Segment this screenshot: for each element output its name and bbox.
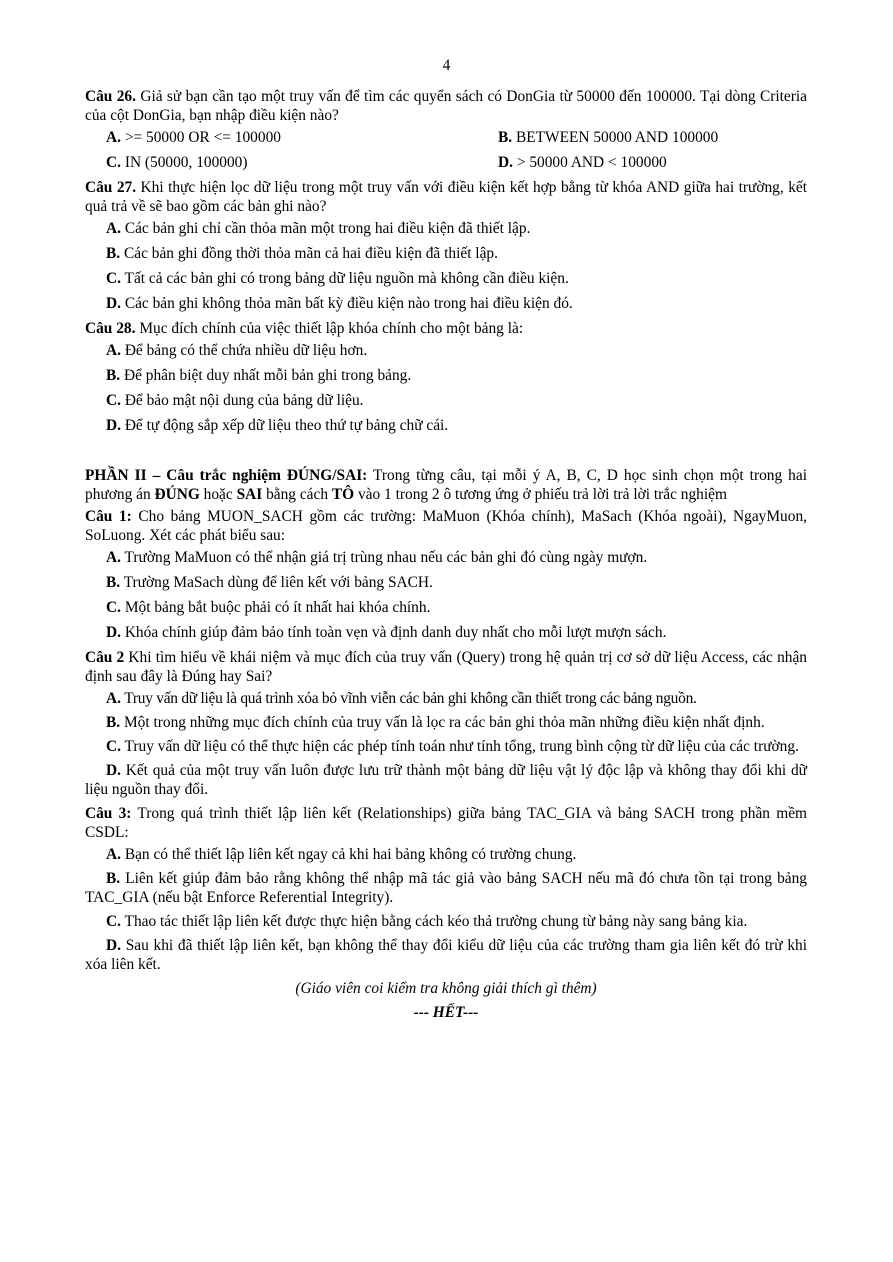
option-text: Bạn có thể thiết lập liên kết ngay cả khi hai bảng không có trường chung. (120, 846, 577, 863)
option-label: A. (106, 690, 121, 707)
option-label: B. (106, 367, 121, 384)
page-number: 4 (442, 57, 451, 74)
option-c (106, 269, 807, 288)
option-label: C. (106, 270, 121, 287)
question-27 (85, 178, 807, 313)
option-text: Để tự động sắp xếp dữ liệu theo thứ tự bảng chữ cái. (120, 417, 449, 434)
option-text: Để phân biệt duy nhất mỗi bản ghi trong bảng. (120, 367, 412, 384)
statement-c (106, 598, 807, 617)
tf-question-2 (85, 648, 807, 799)
option-text: >= 50000 OR <= 100000 (120, 129, 281, 146)
statement-b (106, 573, 807, 592)
option-text: Để bảo mật nội dung của bảng dữ liệu. (120, 392, 364, 409)
option-label: B. (106, 574, 121, 591)
question-text: Khi tìm hiểu về khái niệm và mục đích của truy vấn (Query) trong hệ quản trị cơ sở dữ liệu Access, các nhận định sau đây là Đúng hay Sai? (85, 649, 807, 685)
statement-c (85, 737, 807, 756)
option-text: Các bản ghi không thỏa mãn bất kỳ điều kiện nào trong hai điều kiện đó. (120, 295, 573, 312)
part-2-instructions (85, 466, 807, 504)
option-label: A. (106, 129, 121, 146)
option-label: D. (106, 417, 121, 434)
option-text: Thao tác thiết lập liên kết được thực hiện bằng cách kéo thả trường chung từ bảng này sang bảng kia. (120, 913, 748, 930)
question-28 (85, 319, 807, 435)
options-row (106, 128, 807, 147)
option-text: Một bảng bắt buộc phải có ít nhất hai khóa chính. (120, 599, 431, 616)
tf-question-1 (85, 507, 807, 642)
option-label: B. (106, 245, 121, 262)
option-label: C. (106, 913, 121, 930)
option-label: A. (106, 846, 121, 863)
option-text: > 50000 AND < 100000 (512, 154, 667, 171)
option-label: B. (106, 714, 121, 731)
option-label: B. (106, 870, 121, 887)
question-label: Câu 2 (85, 649, 125, 666)
question-27-stem (85, 178, 807, 216)
option-text: IN (50000, 100000) (120, 154, 248, 171)
option-label: D. (106, 762, 121, 779)
options-row (106, 153, 807, 172)
option-a (106, 128, 498, 147)
statement-d (106, 623, 807, 642)
question-text: Mục đích chính của việc thiết lập khóa chính cho một bảng là: (135, 320, 524, 337)
statement-a (85, 845, 807, 864)
document-body (85, 87, 807, 1022)
statement-c (85, 912, 807, 931)
option-text: Khóa chính giúp đảm bảo tính toàn vẹn và định danh duy nhất cho mỗi lượt mượn sách. (120, 624, 667, 641)
option-c (106, 391, 807, 410)
option-text: Để bảng có thể chứa nhiều dữ liệu hơn. (120, 342, 368, 359)
option-label: C. (106, 599, 121, 616)
statement-d (85, 936, 807, 974)
statement-d (85, 761, 807, 799)
option-text: Các bản ghi đồng thời thỏa mãn cả hai điều kiện đã thiết lập. (120, 245, 498, 262)
option-b (106, 366, 807, 385)
option-a (106, 219, 807, 238)
option-label: D. (106, 624, 121, 641)
question-26-stem (85, 87, 807, 125)
question-label: Câu 1: (85, 508, 132, 525)
option-b (498, 128, 718, 147)
option-label: A. (106, 549, 121, 566)
tf-question-3-stem (85, 804, 807, 842)
instruction-text: hoặc (199, 486, 237, 503)
option-label: C. (106, 738, 121, 755)
tf-question-2-stem (85, 648, 807, 686)
option-label: D. (498, 154, 513, 171)
instruction-emphasis: ĐÚNG (154, 486, 200, 503)
statement-b (85, 713, 807, 732)
end-mark: --- HẾT--- (413, 1004, 479, 1021)
option-text: Liên kết giúp đảm bảo rằng không thể nhập mã tác giả vào bảng SACH nếu mã đó chưa tồn tại trong bảng TAC_GIA (nếu bật Enforce Referential Integrity). (85, 870, 807, 906)
section-title: PHẦN II – Câu trắc nghiệm ĐÚNG/SAI: (85, 467, 368, 484)
option-label: C. (106, 392, 121, 409)
option-label: D. (106, 295, 121, 312)
statement-a (106, 548, 807, 567)
option-a (106, 341, 807, 360)
option-label: D. (106, 937, 121, 954)
option-label: A. (106, 220, 121, 237)
option-text: Các bản ghi chỉ cần thỏa mãn một trong hai điều kiện đã thiết lập. (120, 220, 531, 237)
question-26 (85, 87, 807, 172)
option-text: Truy vấn dữ liệu có thể thực hiện các phép tính toán như tính tổng, trung bình cộng từ dữ liệu của các trường. (120, 738, 799, 755)
tf-question-1-stem (85, 507, 807, 545)
option-text: Tất cả các bản ghi có trong bảng dữ liệu nguồn mà không cần điều kiện. (120, 270, 569, 287)
question-text: Cho bảng MUON_SACH gồm các trường: MaMuon (Khóa chính), MaSach (Khóa ngoài), NgayMuon, SoLuong. Xét các phát biểu sau: (85, 508, 807, 544)
footer-note: (Giáo viên coi kiểm tra không giải thích gì thêm) (295, 980, 597, 997)
question-label: Câu 28. (85, 320, 136, 337)
option-d (106, 416, 807, 435)
option-label: B. (498, 129, 513, 146)
question-text: Khi thực hiện lọc dữ liệu trong một truy vấn với điều kiện kết hợp bằng từ khóa AND giữa hai trường, kết quả trả về sẽ bao gồm các bản ghi nào? (85, 179, 807, 215)
statement-b (85, 869, 807, 907)
option-d (498, 153, 667, 172)
statement-a (85, 689, 807, 708)
option-text: Sau khi đã thiết lập liên kết, bạn không thể thay đổi kiểu dữ liệu của các trường tham gia liên kết đó trừ khi xóa liên kết. (85, 937, 807, 973)
question-text: Giả sử bạn cần tạo một truy vấn để tìm các quyển sách có DonGia từ 50000 đến 100000. Tại dòng Criteria của cột DonGia, bạn nhập điều kiện nào? (85, 88, 807, 124)
instruction-emphasis: TÔ (331, 486, 355, 503)
question-label: Câu 26. (85, 88, 136, 105)
option-text: Trường MaSach dùng để liên kết với bảng SACH. (120, 574, 433, 591)
question-label: Câu 27. (85, 179, 137, 196)
option-text: Truy vấn dữ liệu là quá trình xóa bỏ vĩnh viễn các bản ghi không cần thiết trong các bảng nguồn. (120, 690, 697, 707)
instruction-text: vào 1 trong 2 ô tương ứng ở phiếu trả lời trả lời trắc nghiệm (354, 486, 727, 503)
option-label: C. (106, 154, 121, 171)
option-text: Trường MaMuon có thể nhận giá trị trùng nhau nếu các bản ghi đó cùng ngày mượn. (120, 549, 648, 566)
instruction-emphasis: SAI (236, 486, 263, 503)
option-text: BETWEEN 50000 AND 100000 (512, 129, 719, 146)
option-text: Một trong những mục đích chính của truy vấn là lọc ra các bản ghi thỏa mãn những điều kiện nhất định. (120, 714, 765, 731)
option-text: Kết quả của một truy vấn luôn được lưu trữ thành một bảng dữ liệu vật lý độc lập và không thay đổi khi dữ liệu nguồn thay đổi. (85, 762, 807, 798)
question-28-stem (85, 319, 807, 338)
instruction-text: Trong từng câu, tại mỗi ý A, B, C, D học sinh chọn một trong hai phương án (85, 467, 807, 503)
option-b (106, 244, 807, 263)
option-d (106, 294, 807, 313)
option-c (106, 153, 498, 172)
question-label: Câu 3: (85, 805, 132, 822)
option-label: A. (106, 342, 121, 359)
instruction-text: bằng cách (262, 486, 332, 503)
tf-question-3 (85, 804, 807, 974)
question-text: Trong quá trình thiết lập liên kết (Relationships) giữa bảng TAC_GIA và bảng SACH trong phần mềm CSDL: (85, 805, 807, 841)
